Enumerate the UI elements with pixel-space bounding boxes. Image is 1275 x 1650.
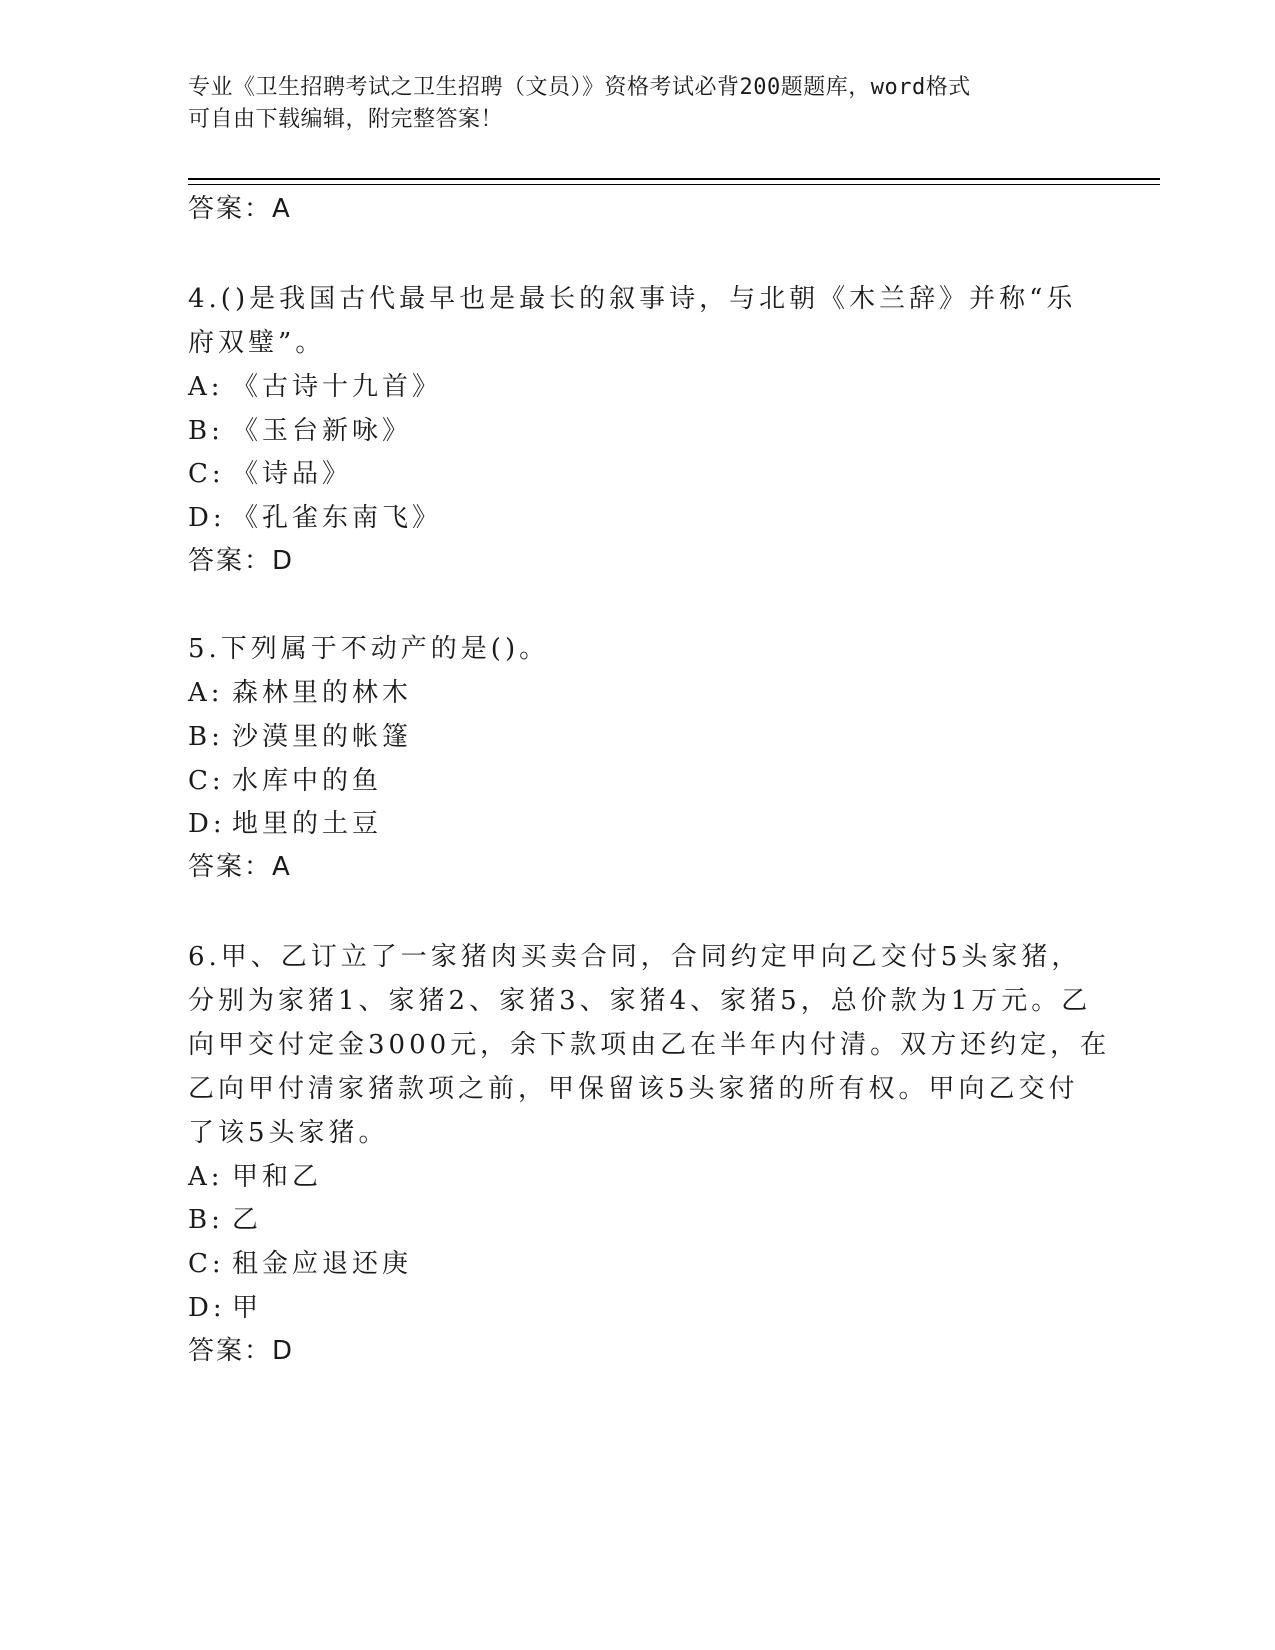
option-text: 《玉台新咏》 <box>232 416 413 446</box>
header-line-1: 专业《卫生招聘考试之卫生招聘（文员）》资格考试必背200题题库，word格式 <box>188 75 971 100</box>
option-text: 《诗品》 <box>232 459 353 489</box>
question-6-text-line-4: 乙向甲付清家猪款项之前，甲保留该5头家猪的所有权。甲向乙交付 <box>188 1074 1079 1104</box>
header-line-2: 可自由下载编辑，附完整答案！ <box>188 107 504 132</box>
option-key: C: <box>188 1249 225 1279</box>
option-text: 甲和乙 <box>232 1162 323 1192</box>
question-5-option-c <box>188 764 382 798</box>
question-4-option-c <box>188 457 352 491</box>
question-4-option-b <box>188 414 412 448</box>
option-key: A: <box>188 1162 224 1192</box>
option-text: 地里的土豆 <box>232 809 383 839</box>
question-5-option-d <box>188 807 382 841</box>
option-text: 《古诗十九首》 <box>232 372 443 402</box>
question-5-answer: 答案：A <box>188 852 292 882</box>
option-key: A: <box>188 372 224 402</box>
question-5-option-a <box>188 676 412 710</box>
question-6-text-line-1: 6.甲、乙订立了一家猪肉买卖合同，合同约定甲向乙交付5头家猪， <box>188 942 1082 972</box>
option-key: B: <box>188 416 224 446</box>
header-divider-thin <box>188 184 1160 185</box>
option-key: C: <box>188 459 225 489</box>
option-key: B: <box>188 1205 224 1235</box>
question-4-text-line-1: 4.()是我国古代最早也是最长的叙事诗，与北朝《木兰辞》并称“乐 <box>188 284 1077 314</box>
question-6-option-d <box>188 1291 262 1325</box>
question-5-option-b <box>188 720 412 754</box>
question-4-text-line-2: 府双璧”。 <box>188 328 326 358</box>
option-key: D: <box>188 809 226 839</box>
question-6-answer: 答案：D <box>188 1336 295 1366</box>
question-4-option-d <box>188 501 442 535</box>
answer-line: 答案：A <box>188 194 292 224</box>
option-text: 乙 <box>232 1205 263 1235</box>
option-key: A: <box>188 678 224 708</box>
option-key: D: <box>188 1293 226 1323</box>
option-text: 甲 <box>232 1293 263 1323</box>
question-6-option-b <box>188 1203 262 1237</box>
question-6-text-line-3: 向甲交付定金3000元，余下款项由乙在半年内付清。双方还约定，在 <box>188 1030 1111 1060</box>
option-text: 沙漠里的帐篷 <box>232 722 413 752</box>
question-5-text: 5.下列属于不动产的是()。 <box>188 634 550 664</box>
option-key: C: <box>188 766 225 796</box>
question-4-option-a <box>188 370 442 404</box>
option-text: 水库中的鱼 <box>232 766 383 796</box>
document-header <box>188 72 1088 136</box>
option-key: B: <box>188 722 224 752</box>
option-text: 森林里的林木 <box>232 678 413 708</box>
question-4-answer: 答案：D <box>188 546 295 576</box>
header-divider-thick <box>188 178 1160 180</box>
question-6-text-line-2: 分别为家猪1、家猪2、家猪3、家猪4、家猪5，总价款为1万元。乙 <box>188 986 1092 1016</box>
option-text: 租金应退还庚 <box>232 1249 413 1279</box>
question-6-option-c <box>188 1247 412 1281</box>
question-6-option-a <box>188 1160 322 1194</box>
option-text: 《孔雀东南飞》 <box>232 503 443 533</box>
option-key: D: <box>188 503 226 533</box>
question-6-text-line-5: 了该5头家猪。 <box>188 1118 389 1148</box>
